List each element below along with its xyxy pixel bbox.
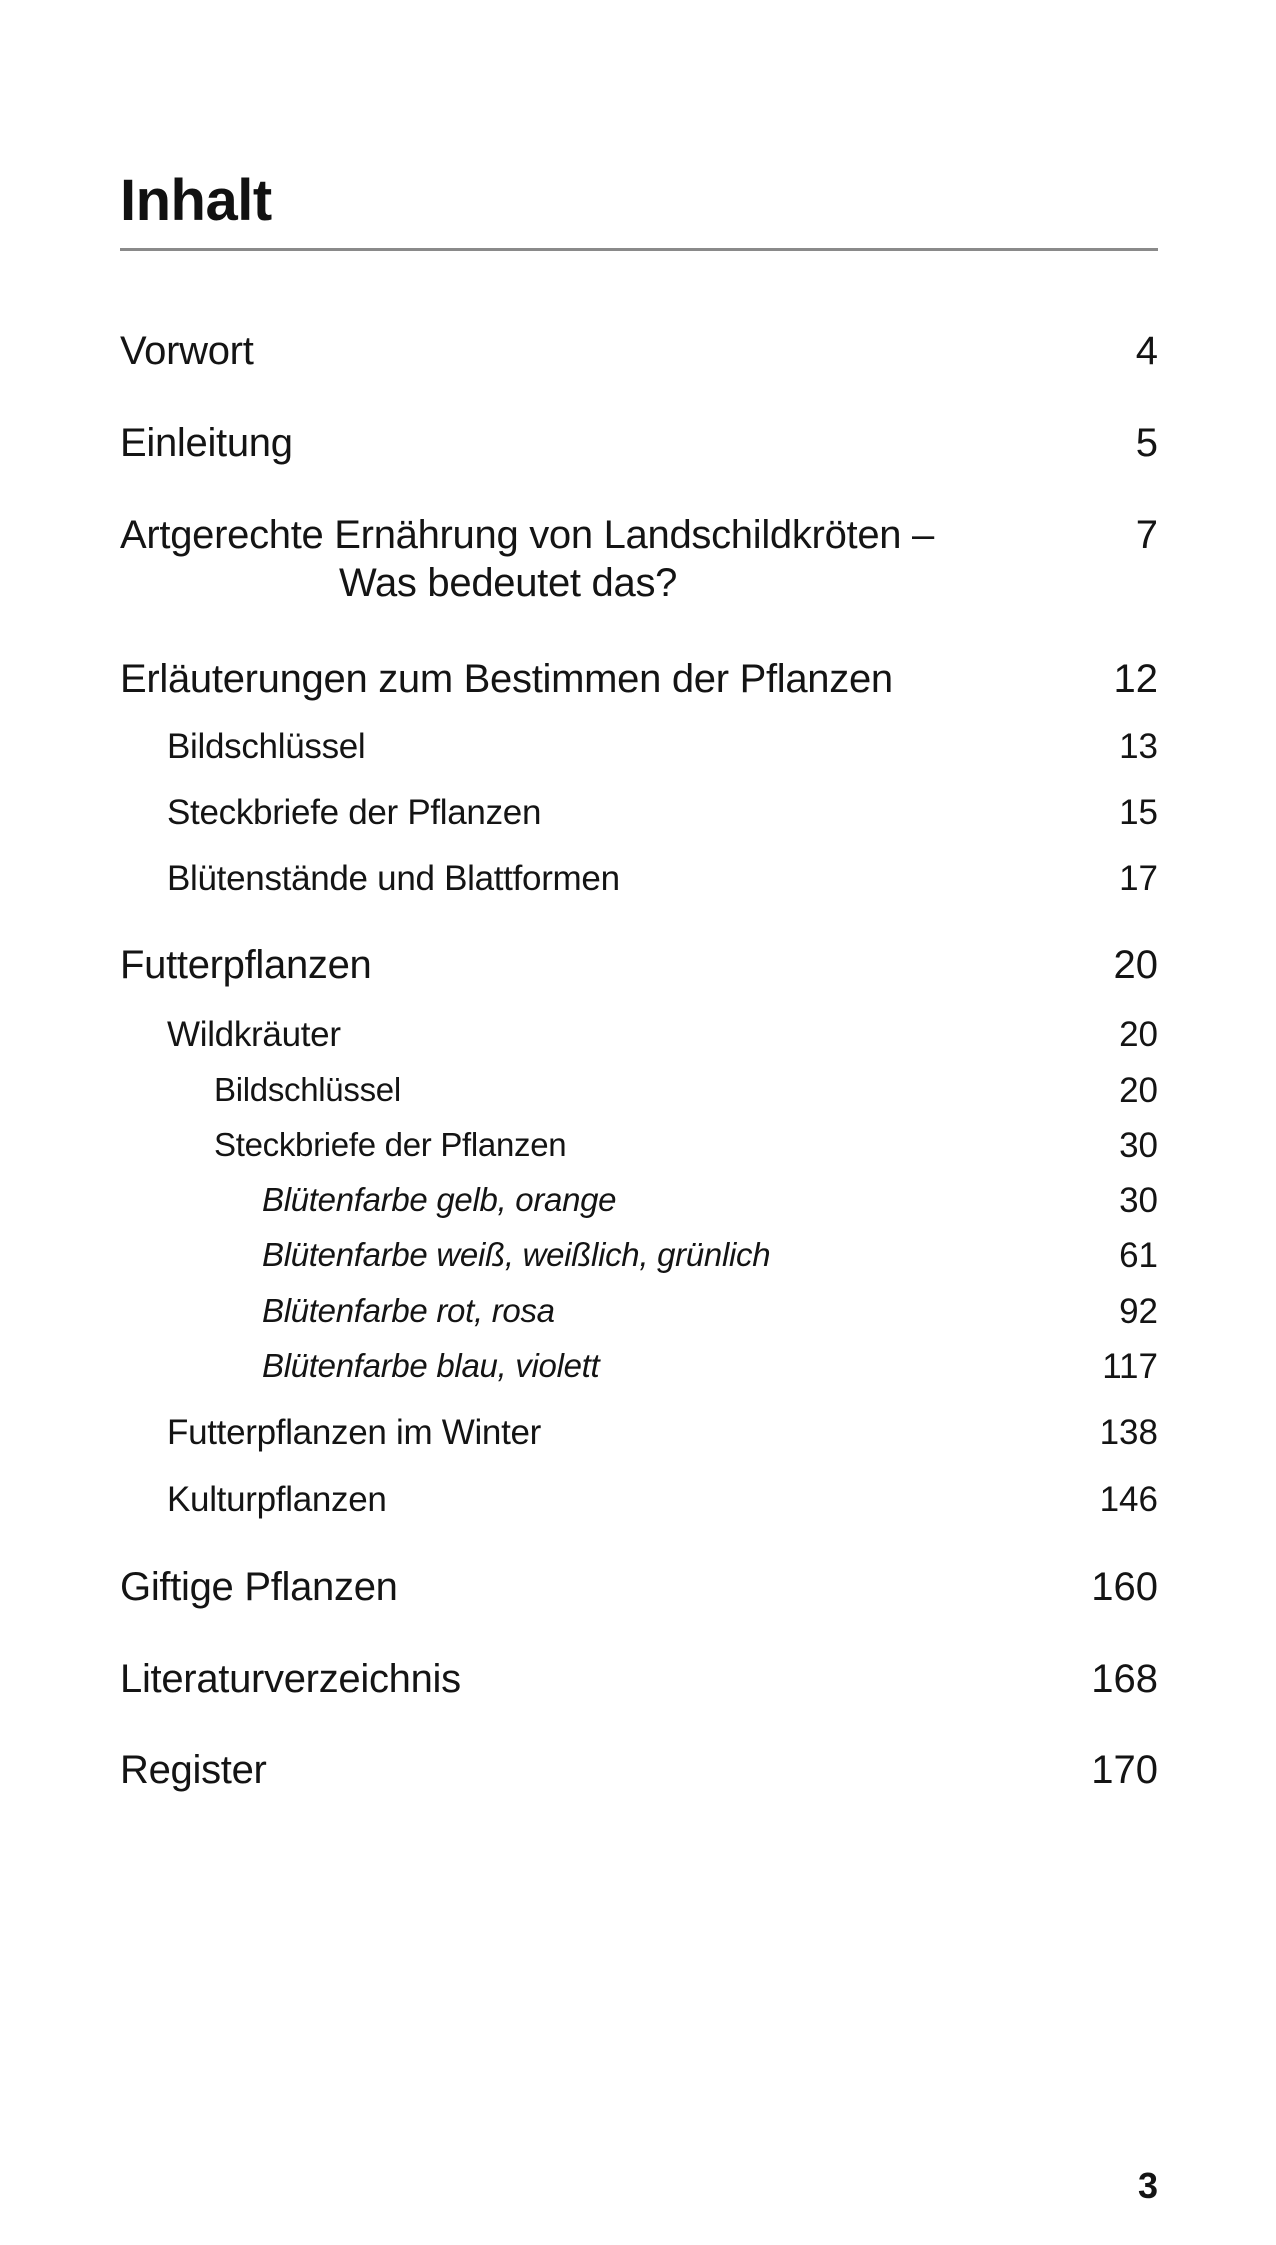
toc-entry-page: 13: [1119, 727, 1158, 766]
toc-entry-kulturpflanzen[interactable]: [0, 1480, 1276, 1540]
toc-entry-page: 61: [1119, 1236, 1158, 1275]
toc-entry-bluetenfarbe-weiss[interactable]: [0, 1236, 1276, 1296]
toc-entry-wildkraeuter-bildschluessel[interactable]: [0, 1071, 1276, 1131]
toc-entry-futterpflanzen[interactable]: [0, 942, 1276, 1002]
toc-entry-wildkraeuter-steckbriefe[interactable]: [0, 1126, 1276, 1186]
toc-entry-page: 12: [1113, 657, 1158, 701]
toc-entry-page: 168: [1091, 1657, 1158, 1701]
page-title: Inhalt: [120, 168, 272, 233]
toc-entry-title: Bildschlüssel: [214, 1071, 401, 1108]
toc-entry-title: Artgerechte Ernährung von Landschildkröten –: [120, 513, 934, 557]
toc-entry-register[interactable]: [0, 1747, 1276, 1807]
toc-entry-page: 7: [1135, 513, 1158, 557]
toc-entry-title: Blütenfarbe weiß, weißlich, grünlich: [262, 1236, 771, 1273]
toc-entry-page: 117: [1102, 1347, 1158, 1386]
toc-entry-page: 15: [1119, 793, 1158, 832]
toc-entry-title: Blütenfarbe gelb, orange: [262, 1181, 617, 1218]
toc-entry-title: Futterpflanzen im Winter: [167, 1413, 542, 1452]
toc-entry-title: Steckbriefe der Pflanzen: [214, 1126, 567, 1163]
toc-entry-bluetenfarbe-blau[interactable]: [0, 1347, 1276, 1407]
toc-entry-title: Futterpflanzen: [120, 943, 372, 987]
toc-entry-title: Steckbriefe der Pflanzen: [167, 793, 542, 832]
toc-entry-steckbriefe[interactable]: [0, 793, 1276, 853]
toc-entry-page: 20: [1119, 1071, 1158, 1110]
toc-entry-title: Blütenfarbe rot, rosa: [262, 1292, 555, 1329]
toc-entry-futterpflanzen-winter[interactable]: [0, 1413, 1276, 1473]
toc-entry-page: 170: [1091, 1748, 1158, 1792]
toc-entry-page: 17: [1119, 859, 1158, 898]
toc-entry-title: Einleitung: [120, 421, 293, 465]
toc-entry-page: 4: [1135, 329, 1158, 373]
toc-entry-bluetenfarbe-gelb[interactable]: [0, 1181, 1276, 1241]
toc-entry-title-continuation: Was bedeutet das?: [339, 561, 678, 605]
toc-entry-title: Erläuterungen zum Bestimmen der Pflanzen: [120, 657, 893, 701]
toc-entry-bildschluessel[interactable]: [0, 727, 1276, 787]
toc-entry-bluetenstaende[interactable]: [0, 859, 1276, 919]
toc-entry-artgerechte-ernaehrung[interactable]: [0, 512, 1276, 622]
toc-entry-bluetenfarbe-rot[interactable]: [0, 1292, 1276, 1352]
toc-entry-giftige-pflanzen[interactable]: [0, 1564, 1276, 1624]
title-divider: [120, 248, 1158, 251]
toc-entry-title: Kulturpflanzen: [167, 1480, 387, 1519]
toc-entry-erlaeuterungen[interactable]: [0, 656, 1276, 716]
toc-entry-page: 30: [1119, 1181, 1158, 1220]
toc-entry-title: Giftige Pflanzen: [120, 1565, 398, 1609]
toc-entry-literaturverzeichnis[interactable]: [0, 1656, 1276, 1716]
toc-entry-page: 138: [1099, 1413, 1158, 1452]
toc-entry-page: 146: [1099, 1480, 1158, 1519]
toc-entry-vorwort[interactable]: [0, 328, 1276, 388]
toc-entry-title: Wildkräuter: [167, 1015, 341, 1054]
toc-entry-page: 5: [1135, 421, 1158, 465]
toc-entry-title: Register: [120, 1748, 267, 1792]
page-number: 3: [1137, 2165, 1158, 2206]
toc-entry-page: 92: [1119, 1292, 1158, 1331]
toc-entry-page: 20: [1119, 1015, 1158, 1054]
toc-entry-title: Blütenfarbe blau, violett: [262, 1347, 600, 1384]
toc-entry-einleitung[interactable]: [0, 420, 1276, 480]
toc-entry-page: 160: [1091, 1565, 1158, 1609]
toc-entry-title: Literaturverzeichnis: [120, 1657, 461, 1701]
toc-entry-title: Vorwort: [120, 329, 254, 373]
toc-entry-title: Blütenstände und Blattformen: [167, 859, 620, 898]
toc-entry-title: Bildschlüssel: [167, 727, 366, 766]
toc-entry-wildkraeuter[interactable]: [0, 1015, 1276, 1075]
toc-entry-page: 30: [1119, 1126, 1158, 1165]
toc-entry-page: 20: [1113, 943, 1158, 987]
